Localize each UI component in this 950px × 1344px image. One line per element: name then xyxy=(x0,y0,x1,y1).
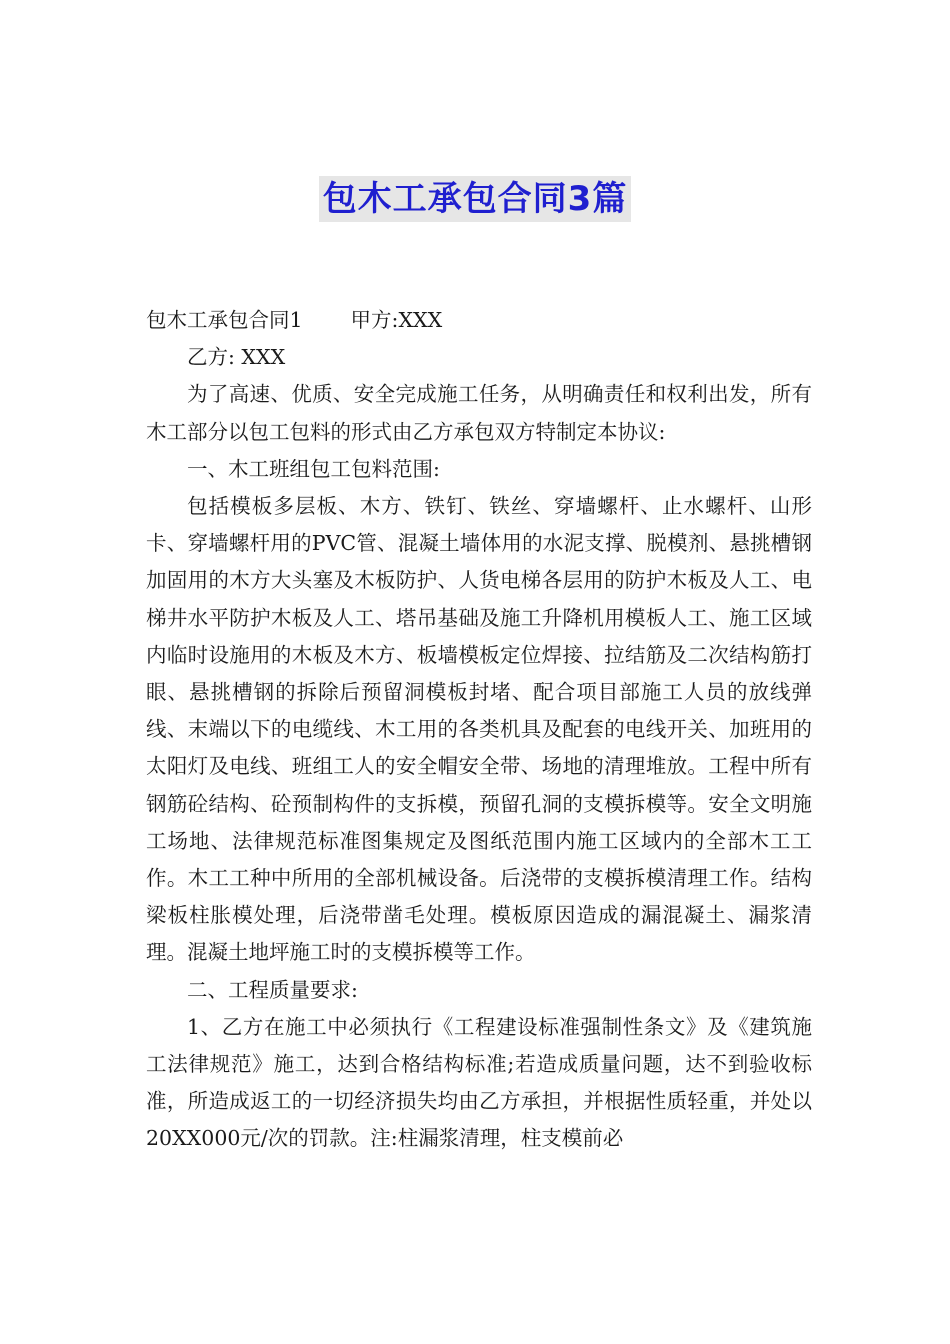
section1-body: 包括模板多层板、木方、铁钉、铁丝、穿墙螺杆、止水螺杆、山形卡、穿墙螺杆用的PVC管、混凝土墙体用的水泥支撑、脱模剂、悬挑槽钢加固用的木方大头塞及木板防护、人货电梯各层用的防护木板及人工、电梯井水平防护木板及人工、塔吊基础及施工升降机用模板人工、施工区域内临时设施用的木板及木方、板墙模板定位焊接、拉结筋及二次结构筋打眼、悬挑槽钢的拆除后预留洞模板封堵、配合项目部施工人员的放线弹线、末端以下的电缆线、木工用的各类机具及配套的电线开关、加班用的太阳灯及电线、班组工人的安全帽安全带、场地的清理堆放。工程中所有钢筋砼结构、砼预制构件的支拆模，预留孔洞的支模拆模等。安全文明施工场地、法律规范标准图集规定及图纸范围内施工区域内的全部木工工作。木工工种中所用的全部机械设备。后浇带的支模拆模清理工作。结构梁板柱胀模处理，后浇带凿毛处理。模板原因造成的漏混凝土、漏浆清理。混凝土地坪施工时的支模拆模等工作。 xyxy=(146,494,812,965)
document-body xyxy=(146,302,812,1158)
party-b: 乙方: XXX xyxy=(187,345,286,370)
section1-heading: 一、木工班组包工包料范围: xyxy=(187,456,440,481)
section2-heading: 二、工程质量要求: xyxy=(187,977,358,1002)
contract-heading: 包木工承包合同1 xyxy=(146,308,303,332)
party-a: 甲方:XXX xyxy=(350,308,443,332)
title-container xyxy=(0,176,950,222)
contract-heading-line xyxy=(146,302,812,339)
intro-paragraph: 为了高速、优质、安全完成施工任务，从明确责任和权利出发，所有木工部分以包工包料的形式由乙方承包双方特制定本协议: xyxy=(146,382,812,444)
document-title: 包木工承包合同3篇 xyxy=(319,176,632,222)
section2-item1: 1、乙方在施工中必须执行《工程建设标准强制性条文》及《建筑施工法律规范》施工，达到合格结构标准;若造成质量问题，达不到验收标准，所造成返工的一切经济损失均由乙方承担，并根据性质轻重，并处以20XX000元/次的罚款。注:柱漏浆清理，柱支模前必 xyxy=(146,1014,812,1151)
